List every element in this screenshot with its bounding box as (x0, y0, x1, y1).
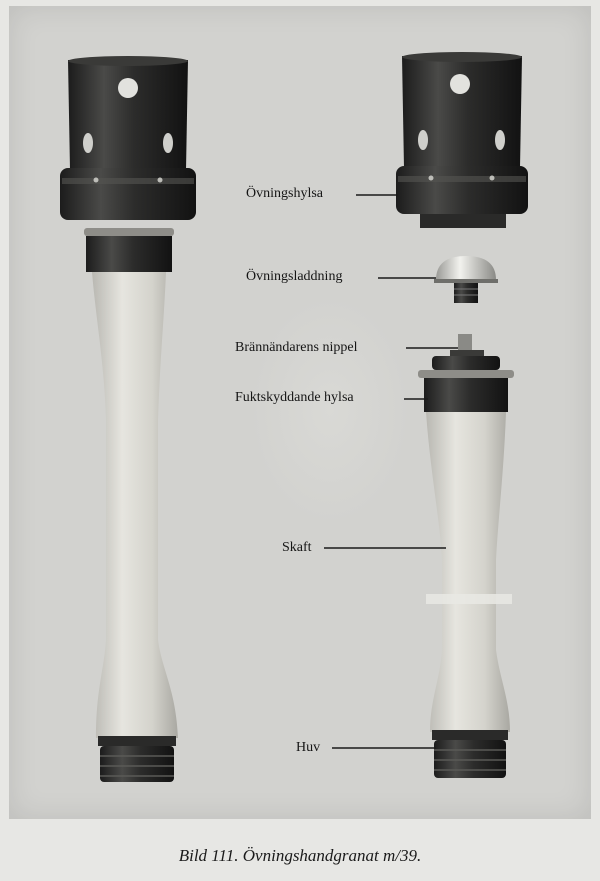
paper-stain (250, 295, 410, 525)
label-ovningshylsa: Övningshylsa (246, 186, 323, 201)
handle-part (418, 334, 514, 778)
label-fuktskydd: Fuktskyddande hylsa (235, 390, 354, 405)
label-skaft: Skaft (282, 540, 312, 555)
left-grenade (60, 56, 196, 782)
label-huv: Huv (296, 740, 321, 755)
label-nippel: Brännändarens nippel (235, 340, 358, 355)
label-ovningsladdning: Övningsladdning (246, 269, 343, 284)
practice-charge-part (434, 256, 498, 303)
figure-caption: Bild 111. Övningshandgranat m/39. (178, 846, 422, 865)
practice-sleeve-part (396, 52, 528, 228)
